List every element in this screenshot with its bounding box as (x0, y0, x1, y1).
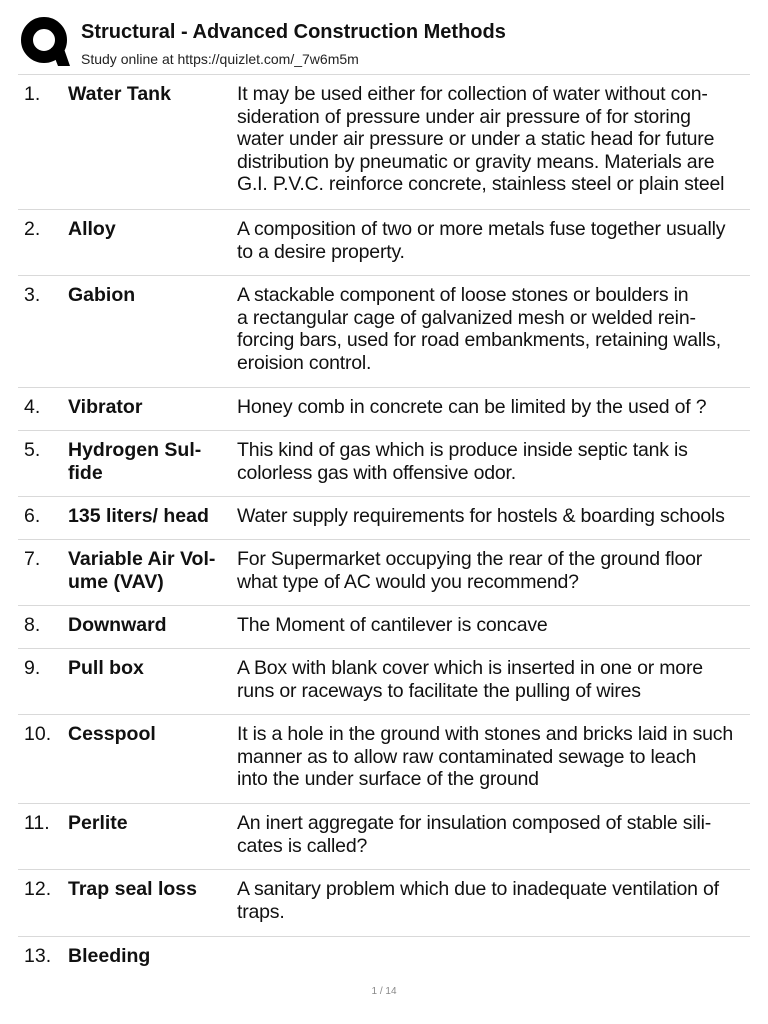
item-number: 5. (24, 439, 41, 461)
item-definition: For Supermarket occupying the rear of the ground floor what type of AC would you recommend? (237, 548, 703, 593)
item-number: 11. (24, 812, 50, 834)
item-term: Hydrogen Sul- fide (68, 439, 202, 484)
item-number: 6. (24, 505, 41, 527)
item-term: 135 liters/ head (68, 505, 209, 527)
item-number: 2. (24, 218, 41, 240)
document-source-link[interactable]: Study online at https://quizlet.com/_7w6m5m (81, 51, 359, 67)
item-number: 9. (24, 657, 41, 679)
item-definition: A Box with blank cover which is inserted in one or more runs or raceways to facilitate the pulling of wires (237, 657, 703, 702)
list-item (18, 804, 750, 870)
item-term: Trap seal loss (68, 878, 197, 900)
item-number: 3. (24, 284, 41, 306)
list-item (18, 75, 750, 210)
item-number: 4. (24, 396, 41, 418)
item-number: 12. (24, 878, 52, 900)
item-term: Perlite (68, 812, 128, 834)
item-number: 7. (24, 548, 41, 570)
list-item (18, 937, 750, 980)
item-number: 13. (24, 945, 52, 967)
list-item (18, 715, 750, 804)
list-item (18, 606, 750, 649)
item-term: Pull box (68, 657, 144, 679)
item-definition: A composition of two or more metals fuse together usually to a desire property. (237, 218, 726, 263)
item-term: Downward (68, 614, 167, 636)
item-number: 1. (24, 83, 41, 105)
item-definition: A stackable component of loose stones or boulders in a rectangular cage of galvanized mesh or welded rein- forcing bars, used for road embankments, retaining walls, eroision control. (237, 284, 721, 374)
item-number: 8. (24, 614, 41, 636)
item-definition: A sanitary problem which due to inadequate ventilation of traps. (237, 878, 719, 923)
quizlet-logo-icon (20, 16, 70, 66)
item-definition: It is a hole in the ground with stones and bricks laid in such manner as to allow raw contaminated sewage to leach into the under surface of the ground (237, 723, 733, 790)
list-item (18, 210, 750, 276)
item-definition: The Moment of cantilever is concave (237, 614, 548, 636)
item-term: Bleeding (68, 945, 151, 967)
flashcard-list (18, 74, 750, 980)
document-header (18, 14, 750, 74)
item-term: Variable Air Vol- ume (VAV) (68, 548, 216, 593)
document-title: Structural - Advanced Construction Methods (81, 21, 506, 43)
list-item (18, 276, 750, 388)
list-item (18, 497, 750, 540)
item-term: Cesspool (68, 723, 156, 745)
list-item (18, 388, 750, 431)
item-definition: It may be used either for collection of water without con- sideration of pressure under air pressure of for storing water under air pressure or under a static head for future distribution by pneumatic or gravity means. Materials are G.I. P.V.C. reinforce concrete, stainless steel or plain steel (237, 83, 725, 195)
item-term: Gabion (68, 284, 136, 306)
item-term: Alloy (68, 218, 116, 240)
item-number: 10. (24, 723, 52, 745)
page-number: 1 / 14 (371, 986, 397, 997)
item-term: Water Tank (68, 83, 171, 105)
item-definition: Honey comb in concrete can be limited by the used of ? (237, 396, 707, 418)
item-definition: This kind of gas which is produce inside septic tank is colorless gas with offensive odor. (237, 439, 688, 484)
item-definition: An inert aggregate for insulation composed of stable sili- cates is called? (237, 812, 712, 857)
item-definition: Water supply requirements for hostels & boarding schools (237, 505, 725, 527)
list-item (18, 649, 750, 715)
list-item (18, 540, 750, 606)
list-item (18, 431, 750, 497)
list-item (18, 870, 750, 937)
item-term: Vibrator (68, 396, 143, 418)
